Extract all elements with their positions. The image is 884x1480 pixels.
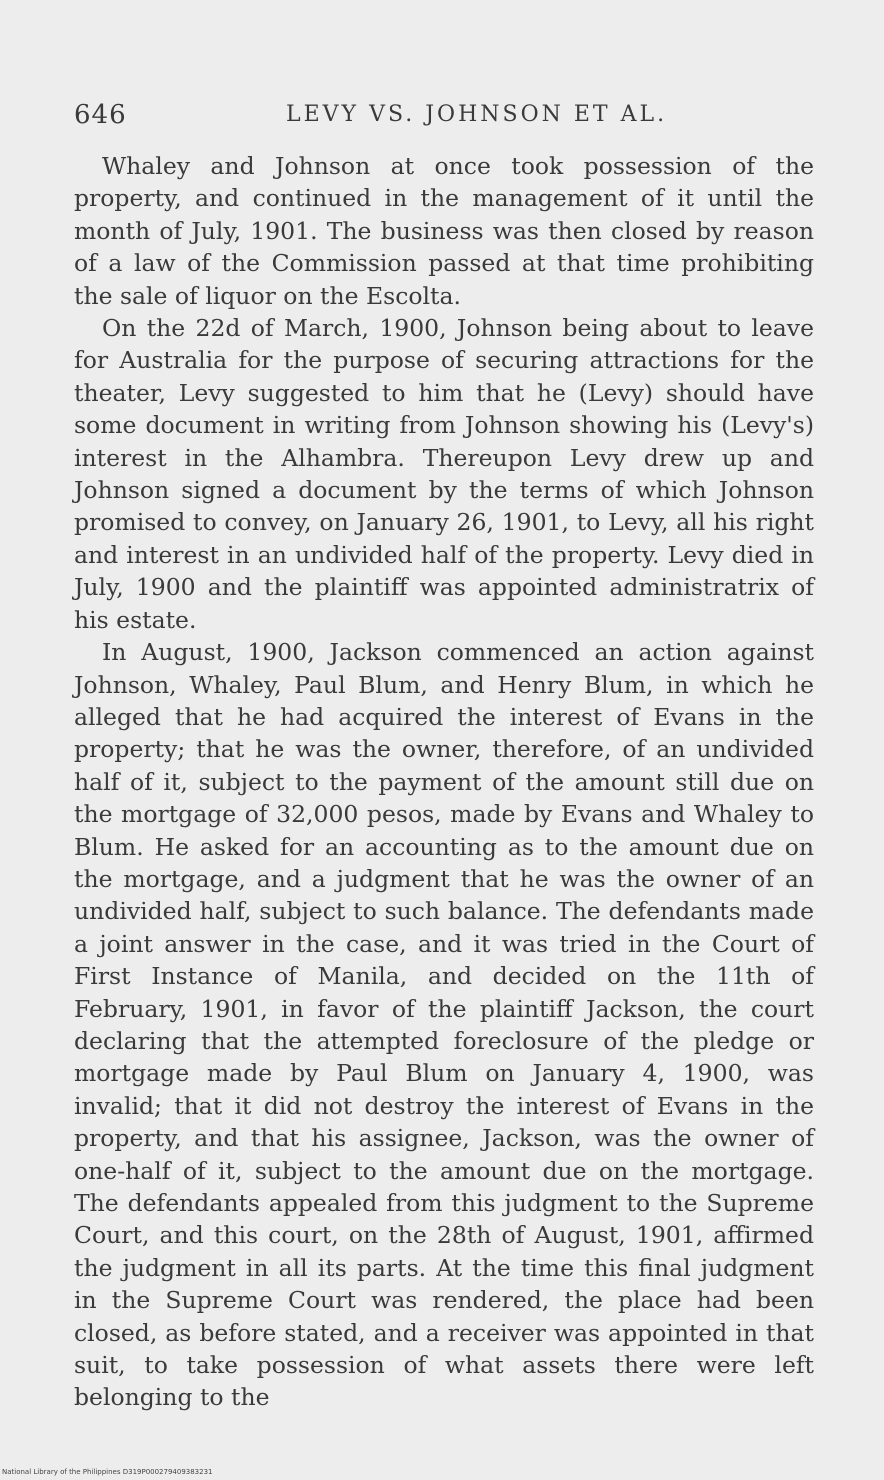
paragraph-1: Whaley and Johnson at once took possession of the property, and continued in the management of it until the month of July, 1901. The business was then closed by reason of a law of the Commission passed at that time prohibiting the sale of liquor on the Escolta. (74, 152, 814, 310)
body-text (74, 150, 814, 1414)
running-head: LEVY VS. JOHNSON ET AL. (286, 102, 668, 127)
paragraph-2: On the 22d of March, 1900, Johnson being about to leave for Australia for the purpose of securing attractions for the theater, Levy suggested to him that he (Levy) should have some document in writing from Johnson showing his (Levy's) interest in the Alhambra. Thereupon Levy drew up and Johnson signed a document by the terms of which Johnson promised to convey, on January 26, 1901, to Levy, all his right and interest in an undivided half of the property. Levy died in July, 1900 and the plaintiff was appointed administratrix of his estate. (74, 314, 814, 634)
paragraph-3: In August, 1900, Jackson commenced an action against Johnson, Whaley, Paul Blum, and Henry Blum, in which he alleged that he had acquired the interest of Evans in the property; that he was the owner, therefore, of an undivided half of it, subject to the payment of the amount still due on the mortgage of 32,000 pesos, made by Evans and Whaley to Blum. He asked for an accounting as to the amount due on the mortgage, and a judgment that he was the owner of an undivided half, subject to such balance. The defendants made a joint answer in the case, and it was tried in the Court of First Instance of Manila, and decided on the 11th of February, 1901, in favor of the plaintiff Jackson, the court declaring that the attempted foreclosure of the pledge or mortgage made by Paul Blum on January 4, 1900, was invalid; that it did not destroy the interest of Evans in the property, and that his assignee, Jackson, was the owner of one-half of it, subject to the amount due on the mortgage. The defendants appealed from this judgment to the Supreme Court, and this court, on the 28th of August, 1901, affirmed the judgment in all its parts. At the time this final judgment in the Supreme Court was rendered, the place had been closed, as before stated, and a receiver was appointed in that suit, to take possession of what assets there were left belonging to the (74, 638, 814, 1412)
source-footer: National Library of the Philippines D319P000279409383231 (2, 1468, 213, 1476)
page-number: 646 (74, 100, 127, 130)
page-header (74, 100, 814, 140)
